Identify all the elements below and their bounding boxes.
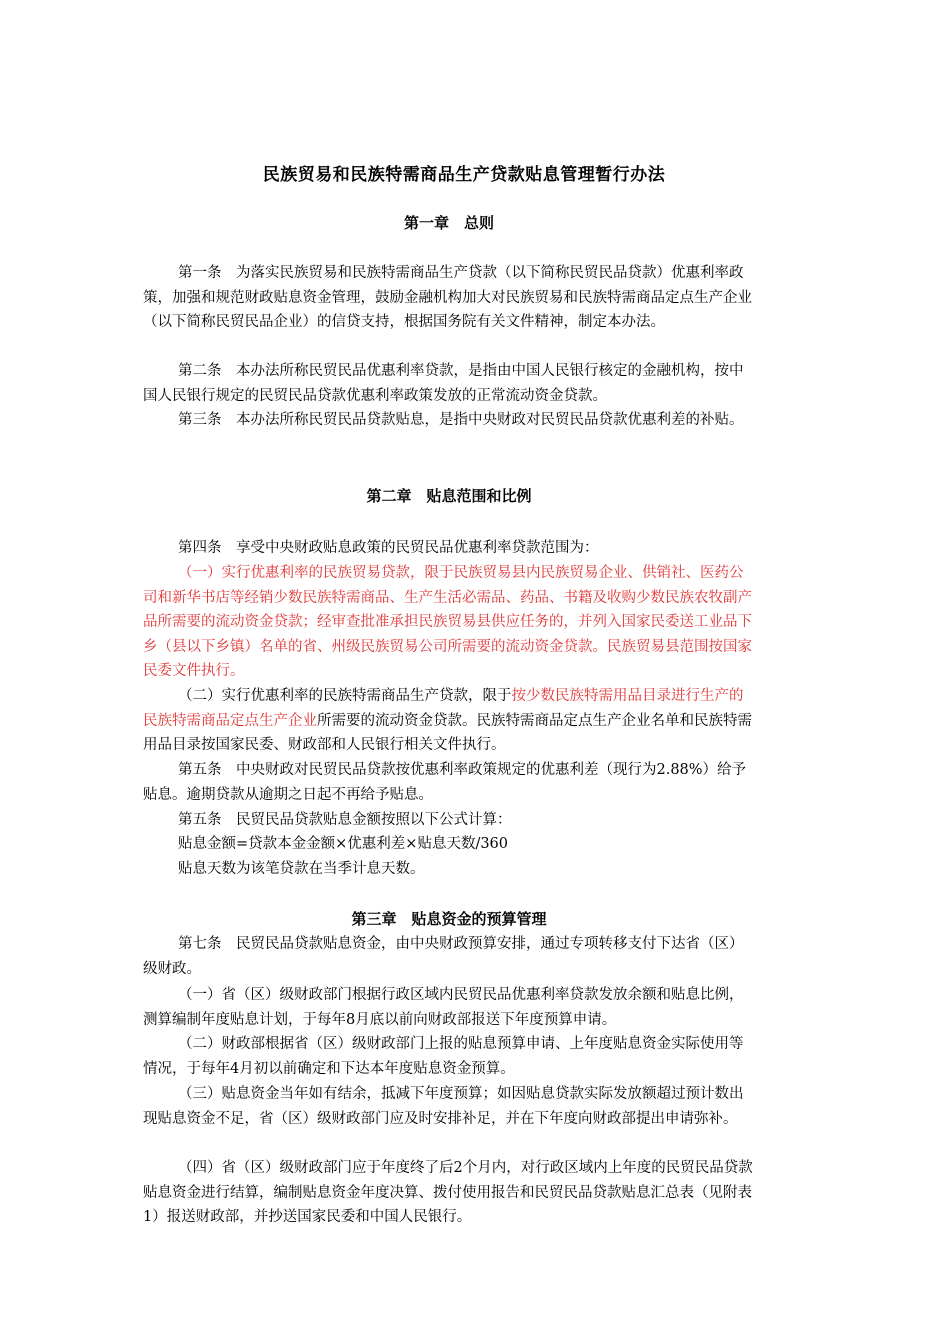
article-7-item-4: （四）省（区）级财政部门应于年度终了后2个月内，对行政区域内上年度的民贸民品贷款贴息资金进行结算，编制贴息资金年度决算、拨付使用报告和民贸民品贷款贴息汇总表（见附表1）报送财政部，并抄送国家民委和中国人民银行。 — [143, 1160, 753, 1225]
article-7-item-3: （三）贴息资金当年如有结余，抵减下年度预算；如因贴息贷款实际发放额超过预计数出现贴息资金不足，省（区）级财政部门应及时安排补足，并在下年度向财政部提出申请弥补。 — [143, 1086, 744, 1127]
item-2-highlighted-text: 按少数民族特需用品目录进行生产的民族特需商品定点生产企业 — [143, 688, 744, 729]
chapter-2-heading: 第二章 贴息范围和比例 — [366, 487, 532, 505]
item-2-text-b: 所需要的流动资金贷款。民族特需商品定点生产企业名单和民族特需用品目录按国家民委、财政部和人民银行相关文件执行。 — [143, 712, 752, 753]
article-1: 第一条 为落实民族贸易和民族特需商品生产贷款（以下简称民贸民品贷款）优惠利率政策，加强和规范财政贴息资金管理，鼓励金融机构加大对民族贸易和民族特需商品定点生产企业（以下简称民贸民品企业）的信贷支持，根据国务院有关文件精神，制定本办法。 — [143, 265, 752, 330]
article-7-item-1: （一）省（区）级财政部门根据行政区域内民贸民品优惠利率贷款发放余额和贴息比例，测算编制年度贴息计划，于每年8月底以前向财政部报送下年度预算申请。 — [143, 987, 744, 1028]
chapter-3-heading: 第三章 贴息资金的预算管理 — [351, 910, 547, 928]
article-5: 第五条 中央财政对民贸民品贷款按优惠利率政策规定的优惠利差（现行为2.88%）给予贴息。逾期贷款从逾期之日起不再给予贴息。 — [143, 762, 747, 803]
article-4: 第四条 享受中央财政贴息政策的民贸民品优惠利率贷款范围为： — [178, 540, 599, 556]
article-4-item-1 — [143, 561, 755, 684]
article-6: 第五条 民贸民品贷款贴息金额按照以下公式计算： — [178, 812, 512, 828]
article-7-item-2: （二）财政部根据省（区）级财政部门上报的贴息预算申请、上年度贴息资金实际使用等情况，于每年4月初以前确定和下达本年度贴息资金预算。 — [143, 1036, 744, 1077]
item-1-highlighted-text: 实行优惠利率的民族贸易贷款，限于民族贸易县内民族贸易企业、供销社、医药公司和新华书店等经销少数民族特需商品、生产生活必需品、药品、书籍及收购少数民族农牧副产品所需要的流动资金贷款；经审查批准承担民族贸易县供应任务的，并列入国家民委送工业品下乡（县以下乡镇）名单的省、州级民族贸易公司所需要的流动资金贷款。民族贸易县范围按国家民委文件执行。 — [143, 565, 752, 679]
document-title: 民族贸易和民族特需商品生产贷款贴息管理暂行办法 — [262, 165, 666, 185]
chapter-1-heading: 第一章 总则 — [403, 214, 494, 232]
article-2: 第二条 本办法所称民贸民品优惠利率贷款，是指由中国人民银行核定的金融机构，按中国人民银行规定的民贸民品贷款优惠利率政策发放的正常流动资金贷款。 — [143, 363, 744, 404]
item-2-text-a: （二）实行优惠利率的民族特需商品生产贷款，限于 — [178, 688, 512, 704]
days-note: 贴息天数为该笔贷款在当季计息天数。 — [178, 861, 425, 877]
article-3: 第三条 本办法所称民贸民品贷款贴息，是指中央财政对民贸民品贷款优惠利差的补贴。 — [178, 412, 744, 428]
article-4-item-2 — [143, 684, 755, 758]
item-1-prefix: （一） — [178, 565, 222, 581]
article-7: 第七条 民贸民品贷款贴息资金，由中央财政预算安排，通过专项转移支付下达省（区）级财政。 — [143, 936, 744, 977]
formula: 贴息金额=贷款本金金额×优惠利差×贴息天数/360 — [178, 836, 509, 852]
